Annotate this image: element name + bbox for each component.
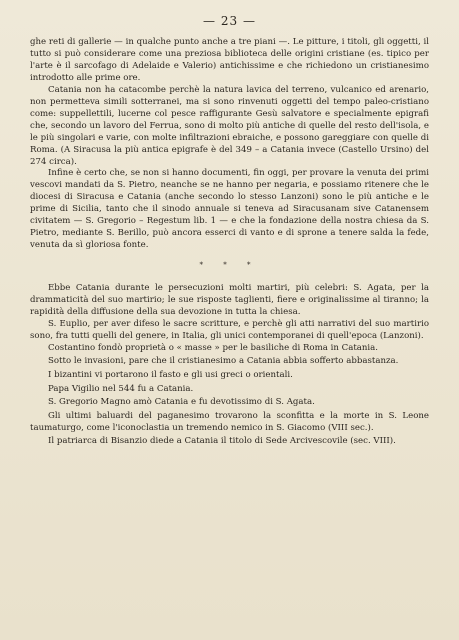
- list-item: Il patriarca di Bisanzio diede a Catania il titolo di Sede Arcivescovile (sec. VIII).: [48, 436, 396, 447]
- list-item: Papa Vigilio nel 544 fu a Catania.: [48, 383, 194, 394]
- list-item: S. Gregorio Magno amò Catania e fu devotissimo di S. Agata.: [48, 397, 315, 408]
- paragraph: Infine è certo che, se non si hanno documenti, fin oggi, per provare la venuta dei primi vescovi mandati da S. Pietro, neanche se ne hanno per negaria, e possiamo ritenere che le diocesi di Siracusa e Catania (anche secondo lo stesso Lanzoni) sono le più antiche e le prime di Sicilia, tanto che il sinodo annuale si teneva ad Siracusanam sive Catanensem civitatem — S. Gregorio – Regestum lib. 1 — e che la fondazione della nostra chiesa da S. Pietro, mediante S. Berillo, può ancora esserci di vanto e di sprone a tenere salda la fede, venuta da sì gloriosa fonte.: [30, 168, 429, 251]
- section-divider: * * *: [199, 261, 260, 270]
- body-text: [30, 37, 429, 448]
- list-item: Costantino fondò proprietà o « masse » per le basiliche di Roma in Catania.: [48, 342, 379, 353]
- paragraph: ghe reti di gallerie — in qualche punto anche a tre piani —. Le pitture, i titoli, gli oggetti, il tutto si può considerare come una preziosa biblioteca delle origini cristiane (es. tipico per l'arte è il sarcofago di Adelaide e Valerio) antichissime e che richiedono un cristianesimo introdotto alle prime ore.: [30, 37, 429, 83]
- facts-list: [30, 343, 429, 448]
- list-item: Gli ultimi baluardi del paganesimo trovarono la sconfitta e la morte in S. Leone taumaturgo, come l'iconoclastia un tremendo nemico in S. Giacomo (VIII sec.).: [30, 410, 429, 433]
- list-item: I bizantini vi portarono il fasto e gli usi greci o orientali.: [48, 369, 293, 380]
- paragraph: Ebbe Catania durante le persecuzioni molti martiri, più celebri: S. Agata, per la drammaticità del suo martirio; le sue risposte taglienti, fiere e originalissime al tiranno; la rapidità della diffusione della sua devozione in tutta la chiesa.: [30, 283, 429, 318]
- paragraph: S. Euplio, per aver difeso le sacre scritture, e perchè gli atti narrativi del suo martirio sono, fra tutti quelli del genere, in Italia, gli unici contemporanei di quell'epoca (Lanzoni).: [30, 318, 429, 341]
- page-number: — 23 —: [203, 14, 256, 28]
- paragraph: Catania non ha catacombe perchè la natura lavica del terreno, vulcanico ed arenario, non permetteva simili sotterranei, ma si sono rinvenuti oggetti del tempo paleo-cristiano come: suppellettili, lucerne col pesce raffigurante Gesù salvatore e specialmente epigrafi che, secondo un lavoro del Ferrua, sono di molto più antiche di quelle del resto dell'isola, e le più singolari e varie, con molte infiltrazioni ebraiche, e possono gareggiare con quelle di Roma. (A Siracusa la più antica epigrafe è del 349 – a Catania invece (Castello Ursino) del 274 circa).: [30, 84, 429, 167]
- list-item: Sotto le invasioni, pare che il cristianesimo a Catania abbia sofferto abbastanza.: [48, 356, 399, 367]
